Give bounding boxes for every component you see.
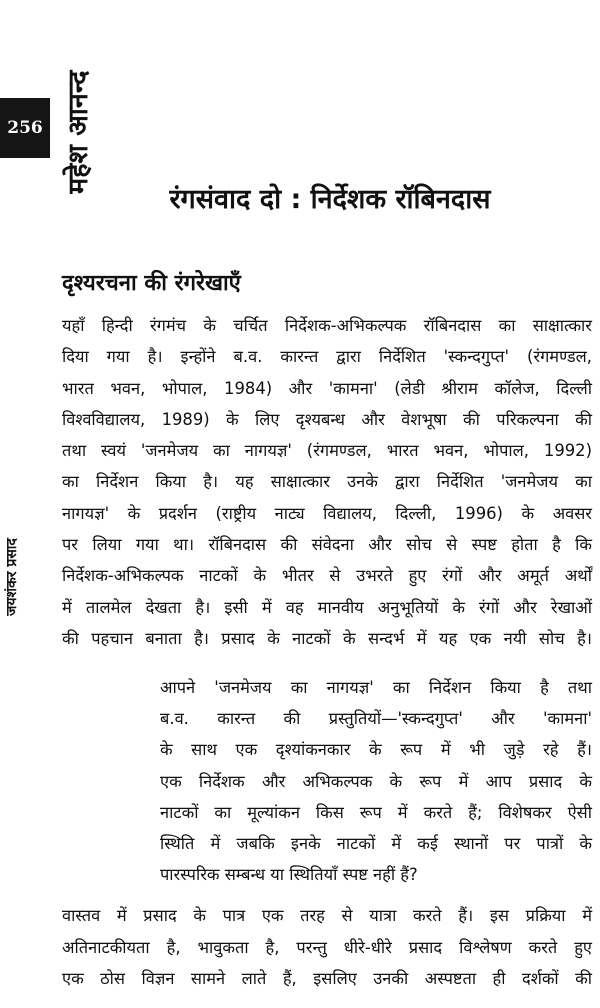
- intro-paragraph: [62, 310, 592, 654]
- text-line: एक ठोस विज्ञन सामने लाते हैं, इसलिए उनकी अस्पष्टता ही दर्शकों की: [62, 969, 592, 988]
- running-head-author: महेश आनन्द: [63, 70, 94, 194]
- text-line: के साथ एक दृश्यांकनकार के रूप में भी जुड़े रहे हैं।: [160, 740, 592, 760]
- text-line: की पहचान बनाता है। प्रसाद के नाटकों के सन्दर्भ में यह एक नयी सोच है।: [62, 628, 592, 648]
- text-line: स्थिति में जबकि इनके नाटकों में कई स्थानों पर पात्रों के: [160, 834, 592, 854]
- text-line: निर्देशक-अभिकल्पक नाटकों के भीतर से उभरते हुए रंगों और अमूर्त अर्थों: [62, 566, 592, 586]
- text-line: पर लिया गया था। रॉबिनदास की संवेदना और सोच से स्पष्ट होता है कि: [62, 535, 592, 555]
- interview-question: [160, 672, 592, 890]
- text-line: दिया गया है। इन्होंने ब.व. कारन्त द्वारा निर्देशित 'स्कन्दगुप्त' (रंगमण्डल,: [62, 347, 592, 367]
- text-line: नागयज्ञ' के प्रदर्शन (राष्ट्रीय नाट्य विद्यालय, दिल्ली, 1996) के अवसर: [62, 503, 592, 523]
- text-line: वास्तव में प्रसाद के पात्र एक तरह से यात्रा करते हैं। इस प्रक्रिया में: [62, 906, 592, 925]
- text-line: विश्वविद्यालय, 1989) के लिए दृश्यबन्ध और वेशभूषा की परिकल्पना की: [62, 409, 592, 429]
- text-line: तथा स्वयं 'जनमेजय का नागयज्ञ' (रंगमण्डल, भारत भवन, भोपाल, 1992): [62, 441, 592, 461]
- text-line: भारत भवन, भोपाल, 1984) और 'कामना' (लेडी श्रीराम कॉलेज, दिल्ली: [62, 378, 592, 398]
- text-line: पारस्परिक सम्बन्ध या स्थितियाँ स्पष्ट नहीं हैं?: [160, 865, 418, 885]
- chapter-title: रंगसंवाद दो : निर्देशक रॉबिनदास: [169, 184, 491, 215]
- text-line: ब.व. कारन्त की प्रस्तुतियों—'स्कन्दगुप्त' और 'कामना': [160, 709, 592, 729]
- interview-answer: [62, 900, 592, 995]
- text-line: आपने 'जनमेजय का नागयज्ञ' का निर्देशन किया है तथा: [160, 678, 592, 697]
- text-line: नाटकों का मूल्यांकन किस रूप में करते हैं; विशेषकर ऐसी: [160, 802, 592, 822]
- running-foot-book-title: जयशंकर प्रसाद: [4, 538, 20, 616]
- text-line: का निर्देशन किया है। यह साक्षात्कार उनके द्वारा निर्देशित 'जनमेजय का: [62, 472, 592, 492]
- text-line: अतिनाटकीयता है, भावुकता है, परन्तु धीरे-धीरे प्रसाद विश्लेषण करते हुए: [62, 937, 592, 957]
- text-line: में तालमेल देखता है। इसी में वह मानवीय अनुभूतियों के रंगों और रेखाओं: [62, 597, 592, 617]
- page-number-tab: [0, 98, 50, 158]
- page-number: 256: [7, 118, 43, 138]
- text-line: यहाँ हिन्दी रंगमंच के चर्चित निर्देशक-अभिकल्पक रॉबिनदास का साक्षात्कार: [62, 316, 592, 335]
- text-line: एक निर्देशक और अभिकल्पक के रूप में आप प्रसाद के: [160, 771, 592, 791]
- section-heading: दृश्यरचना की रंगरेखाएँ: [62, 271, 241, 296]
